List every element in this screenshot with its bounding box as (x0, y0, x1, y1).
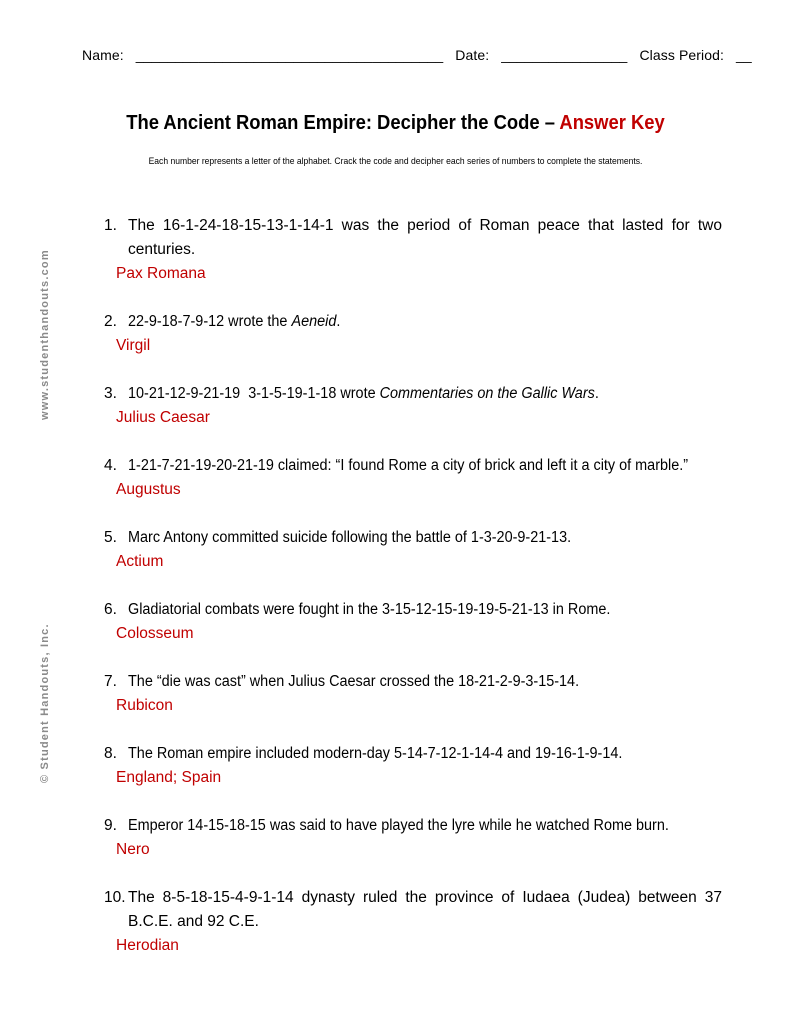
title-main: The Ancient Roman Empire: Decipher the Code – (126, 112, 560, 134)
question-text (128, 382, 680, 406)
title-answer-key: Answer Key (559, 112, 665, 134)
question-number: 6. (104, 601, 117, 618)
question-7 (104, 670, 722, 718)
question-text: The “die was cast” when Julius Caesar crossed the 18-21-2-9-3-15-14. (128, 673, 580, 690)
question-2 (104, 310, 722, 358)
question-text: The Roman empire included modern-day 5-14-7-12-1-14-4 and 19-16-1-9-14. (128, 745, 623, 762)
question-answer: Virgil (116, 337, 151, 354)
question-text: 1-21-7-21-19-20-21-19 claimed: “I found Rome a city of brick and left it a city of marble.” (128, 457, 689, 474)
question-answer: Colosseum (116, 625, 194, 642)
question-number: 7. (104, 673, 117, 690)
copyright-watermark: © Student Handouts, Inc. (39, 623, 51, 783)
work-title: Aeneid (291, 313, 337, 330)
page-title (32, 112, 760, 135)
question-4 (104, 454, 722, 502)
question-text-part: . (336, 313, 341, 330)
class-period-label: Class Period: (639, 47, 725, 63)
question-text-part: 22-9-18-7-9-12 wrote the (128, 313, 292, 330)
name-field[interactable]: _______________________________________ (135, 47, 444, 63)
question-answer: England; Spain (116, 769, 222, 786)
question-number: 10. (104, 889, 126, 906)
question-text: The 16-1-24-18-15-13-1-14-1 was the period of Roman peace that lasted for two centuries. (128, 217, 722, 258)
question-text: Emperor 14-15-18-15 was said to have played the lyre while he watched Rome burn. (128, 817, 669, 834)
question-text: Gladiatorial combats were fought in the 3-15-12-15-19-19-5-21-13 in Rome. (128, 601, 611, 618)
question-number: 2. (104, 313, 117, 330)
instructions: Each number represents a letter of the alphabet. Crack the code and decipher each series of numbers to complete the statements. (148, 156, 643, 167)
question-answer: Pax Romana (116, 265, 206, 282)
question-text-part: . (594, 385, 599, 402)
question-number: 3. (104, 385, 117, 402)
question-answer: Rubicon (116, 697, 173, 714)
work-title: Commentaries on the Gallic Wars (379, 385, 595, 402)
question-number: 9. (104, 817, 117, 834)
question-text: The 8-5-18-15-4-9-1-14 dynasty ruled the province of Iudaea (Judea) between 37 B.C.E. and 92 C.E. (128, 889, 722, 930)
question-answer: Augustus (116, 481, 181, 498)
question-answer: Julius Caesar (116, 409, 210, 426)
website-watermark: www.studenthandouts.com (39, 249, 51, 420)
question-number: 8. (104, 745, 117, 762)
question-8 (104, 742, 722, 790)
question-6 (104, 598, 722, 646)
question-1 (104, 214, 722, 286)
question-text: Marc Antony committed suicide following the battle of 1-3-20-9-21-13. (128, 529, 572, 546)
question-number: 4. (104, 457, 117, 474)
question-5 (104, 526, 722, 574)
student-info-line (82, 47, 752, 63)
question-number: 1. (104, 217, 117, 234)
class-period-field[interactable]: __ (736, 47, 752, 63)
date-label: Date: (455, 47, 490, 63)
question-9 (104, 814, 722, 862)
question-answer: Nero (116, 841, 150, 858)
question-answer: Actium (116, 553, 164, 570)
date-field[interactable]: ________________ (501, 47, 628, 63)
question-number: 5. (104, 529, 117, 546)
question-3 (104, 382, 722, 430)
question-text (128, 310, 680, 334)
question-text-part: 10-21-12-9-21-19 3-1-5-19-1-18 wrote (128, 385, 380, 402)
question-10 (104, 886, 722, 958)
name-label: Name: (82, 47, 124, 63)
question-answer: Herodian (116, 937, 179, 954)
